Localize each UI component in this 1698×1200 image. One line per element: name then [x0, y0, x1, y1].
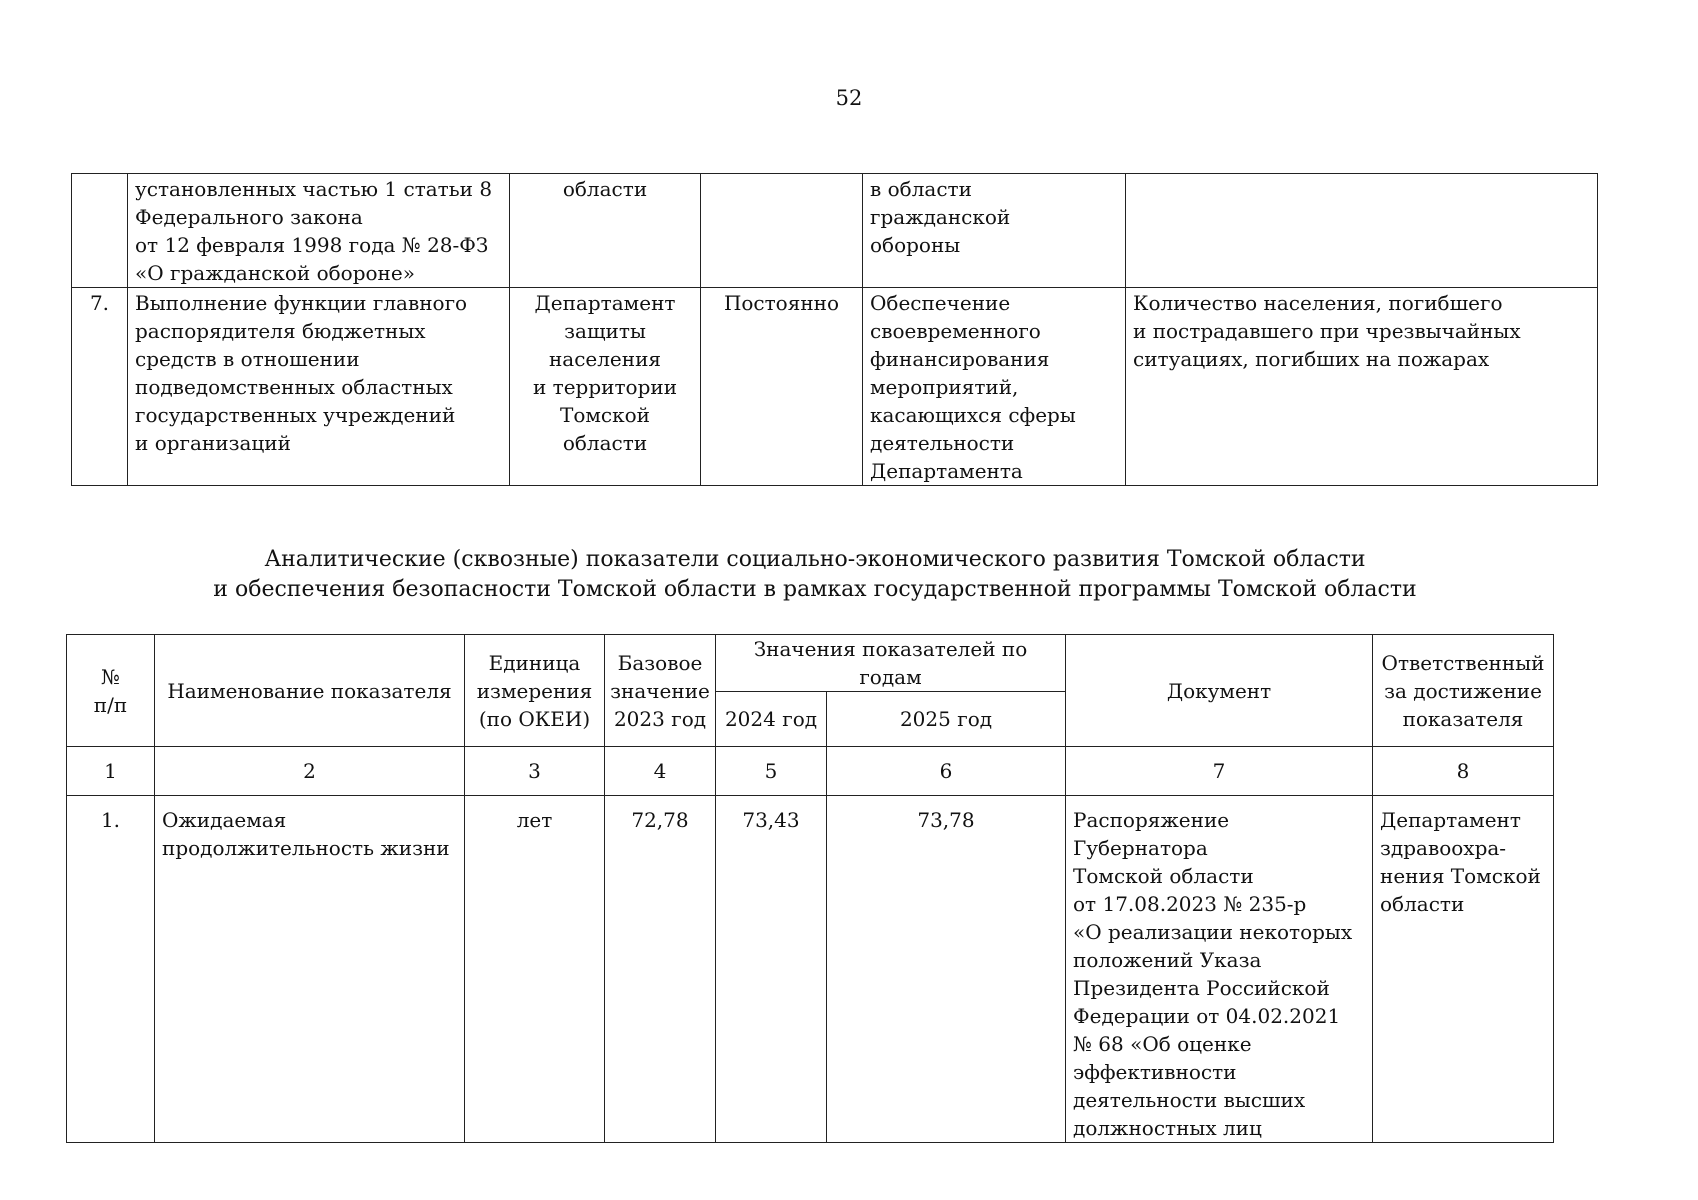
header-values-group: Значения показателей по годам	[716, 635, 1066, 692]
base-value-cell: 72,78	[605, 796, 716, 1143]
column-number: 4	[605, 747, 716, 796]
column-number: 6	[827, 747, 1066, 796]
header-responsible: Ответственный за достижение показателя	[1373, 635, 1554, 747]
column-number: 2	[155, 747, 465, 796]
row-number: 7.	[72, 288, 128, 486]
section-title-line-1: Аналитические (сквозные) показатели социально-экономического развития Томской области	[264, 547, 1366, 572]
header-year-2024: 2024 год	[716, 692, 827, 747]
header-num: № п/п	[67, 635, 155, 747]
result-cell: Обеспечение своевременного финансирования мероприятий, касающихся сферы деятельности Департамента	[863, 288, 1126, 486]
header-unit: Единица измерения (по ОКЕИ)	[465, 635, 605, 747]
value-2024-cell: 73,43	[716, 796, 827, 1143]
table-row	[72, 288, 1598, 486]
column-numbers-row	[67, 747, 1554, 796]
responsible-cell: области	[510, 174, 701, 288]
page-number: 52	[835, 86, 863, 110]
document-cell: Распоряжение Губернатора Томской области от 17.08.2023 № 235-р «О реализации некоторых положений Указа Президента Российской Федерации от 04.02.2021 № 68 «Об оценке эффективности деятельности высших должностных лиц	[1066, 796, 1373, 1143]
measure-cell: Выполнение функции главного распорядителя бюджетных средств в отношении подведомственных областных государственных учреждений и организаций	[128, 288, 510, 486]
column-number: 5	[716, 747, 827, 796]
deadline-cell	[701, 174, 863, 288]
section-title	[0, 545, 1630, 605]
header-document: Документ	[1066, 635, 1373, 747]
header-base: Базовое значение 2023 год	[605, 635, 716, 747]
unit-cell: лет	[465, 796, 605, 1143]
table-row	[67, 796, 1554, 1143]
result-cell: в области гражданской обороны	[863, 174, 1126, 288]
column-number: 3	[465, 747, 605, 796]
value-2025-cell: 73,78	[827, 796, 1066, 1143]
header-row	[67, 635, 1554, 692]
deadline-cell: Постоянно	[701, 288, 863, 486]
responsible-cell: Департамент защиты населения и территории Томской области	[510, 288, 701, 486]
indicator-name-cell: Ожидаемая продолжительность жизни	[155, 796, 465, 1143]
column-number: 7	[1066, 747, 1373, 796]
column-number: 1	[67, 747, 155, 796]
row-number	[72, 174, 128, 288]
indicator-cell	[1126, 174, 1598, 288]
row-number: 1.	[67, 796, 155, 1143]
section-title-line-2: и обеспечения безопасности Томской области в рамках государственной программы Томской области	[213, 577, 1417, 602]
measure-cell: установленных частью 1 статьи 8 Федерального закона от 12 февраля 1998 года № 28-ФЗ «О гражданской обороне»	[128, 174, 510, 288]
header-year-2025: 2025 год	[827, 692, 1066, 747]
indicator-cell: Количество населения, погибшего и пострадавшего при чрезвычайных ситуациях, погибших на пожарах	[1126, 288, 1598, 486]
indicators-table	[66, 634, 1554, 1143]
header-name: Наименование показателя	[155, 635, 465, 747]
responsible-cell: Департамент здравоохра- нения Томской области	[1373, 796, 1554, 1143]
table-row	[72, 174, 1598, 288]
column-number: 8	[1373, 747, 1554, 796]
measures-table-continuation	[71, 173, 1598, 486]
